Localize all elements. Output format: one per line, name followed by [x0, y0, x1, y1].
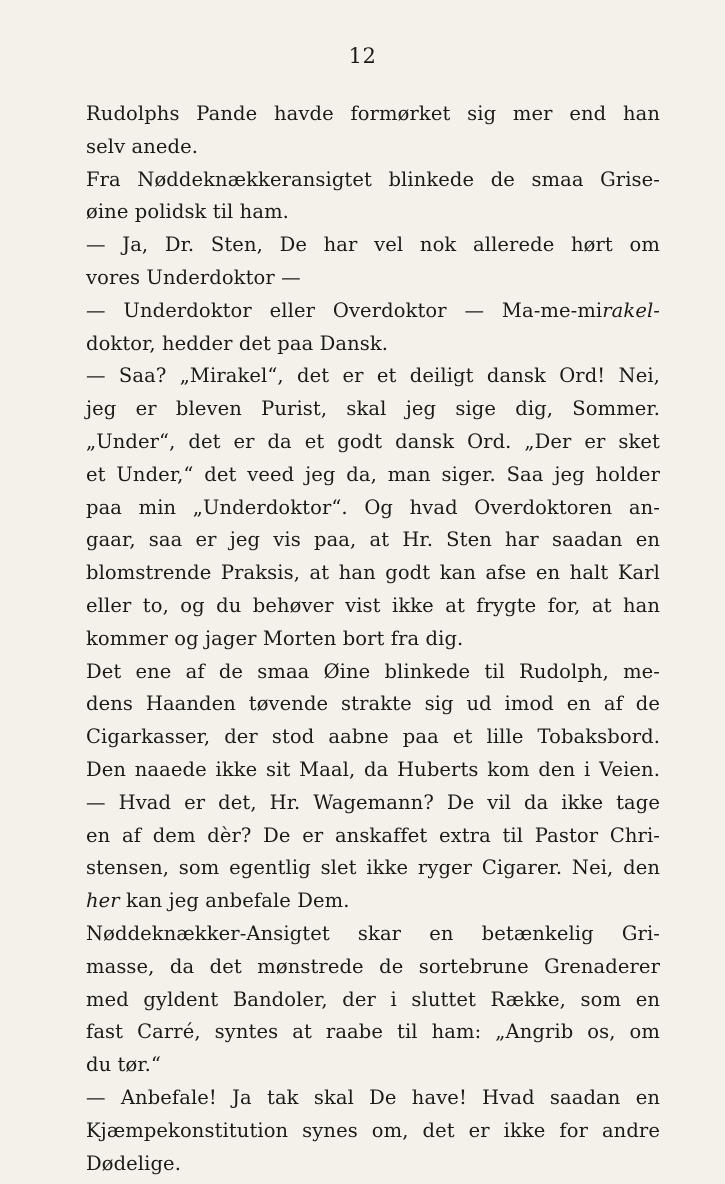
text-line: kommer og jager Morten bort fra dig.: [86, 626, 464, 650]
text-line: her kan jeg anbefale Dem.: [86, 889, 350, 913]
italic-text: her: [86, 889, 120, 913]
body-text: [86, 98, 660, 1180]
text-line: en af dem dèr? De er anskaffet extra til Pastor Chri-: [86, 823, 660, 847]
text-line: selv anede.: [86, 134, 199, 158]
text-line: Dødelige.: [86, 1151, 181, 1175]
text-line: paa min „Underdoktor“. Og hvad Overdoktoren an-: [86, 495, 660, 519]
text-line: Den naaede ikke sit Maal, da Huberts kom den i Veien.: [86, 757, 660, 781]
text-line: med gyldent Bandoler, der i sluttet Række, som en: [86, 987, 660, 1011]
text-line: dens Haanden tøvende strakte sig ud imod en af de: [86, 692, 660, 716]
page-number: 12: [348, 44, 377, 68]
text-line: doktor, hedder det paa Dansk.: [86, 331, 389, 355]
text-line: gaar, saa er jeg vis paa, at Hr. Sten har saadan en: [86, 528, 660, 552]
text-line: øine polidsk til ham.: [86, 200, 289, 224]
text-line: eller to, og du behøver vist ikke at frygte for, at han: [86, 593, 660, 617]
text-line: Nøddeknækker-Ansigtet skar en betænkelig Gri-: [86, 921, 660, 945]
text-line: stensen, som egentlig slet ikke ryger Cigarer. Nei, den: [86, 856, 660, 880]
text-line: — Saa? „Mirakel“, det er et deiligt dansk Ord! Nei,: [86, 364, 660, 388]
text-line: jeg er bleven Purist, skal jeg sige dig, Sommer.: [86, 397, 660, 421]
text-line: Cigarkasser, der stod aabne paa et lille Tobaksbord.: [86, 725, 660, 749]
text-line: „Under“, det er da et godt dansk Ord. „Der er sket: [86, 429, 660, 453]
text-line: vores Underdoktor —: [86, 265, 301, 289]
italic-text: rakel-: [602, 298, 660, 322]
text-line: masse, da det mønstrede de sortebrune Grenaderer: [86, 954, 660, 978]
text-line: fast Carré, syntes at raabe til ham: „Angrib os, om: [86, 1020, 660, 1044]
text-line: — Underdoktor eller Overdoktor — Ma-me-mirakel-: [86, 298, 660, 322]
text-line: Det ene af de smaa Øine blinkede til Rudolph, me-: [86, 659, 660, 683]
text-line: — Anbefale! Ja tak skal De have! Hvad saadan en: [86, 1085, 660, 1109]
text-line: — Hvad er det, Hr. Wagemann? De vil da ikke tage: [86, 790, 660, 814]
text-line: Rudolphs Pande havde formørket sig mer end han: [86, 102, 660, 125]
text-line: du tør.“: [86, 1053, 161, 1077]
text-line: Fra Nøddeknækkeransigtet blinkede de smaa Grise-: [86, 167, 660, 191]
text-line: blomstrende Praksis, at han godt kan afse en halt Karl: [86, 561, 660, 585]
text-line: — Ja, Dr. Sten, De har vel nok allerede hørt om: [86, 233, 660, 257]
text-line: et Under,“ det veed jeg da, man siger. Saa jeg holder: [86, 462, 660, 486]
text-line: Kjæmpekonstitution synes om, det er ikke for andre: [86, 1118, 660, 1142]
